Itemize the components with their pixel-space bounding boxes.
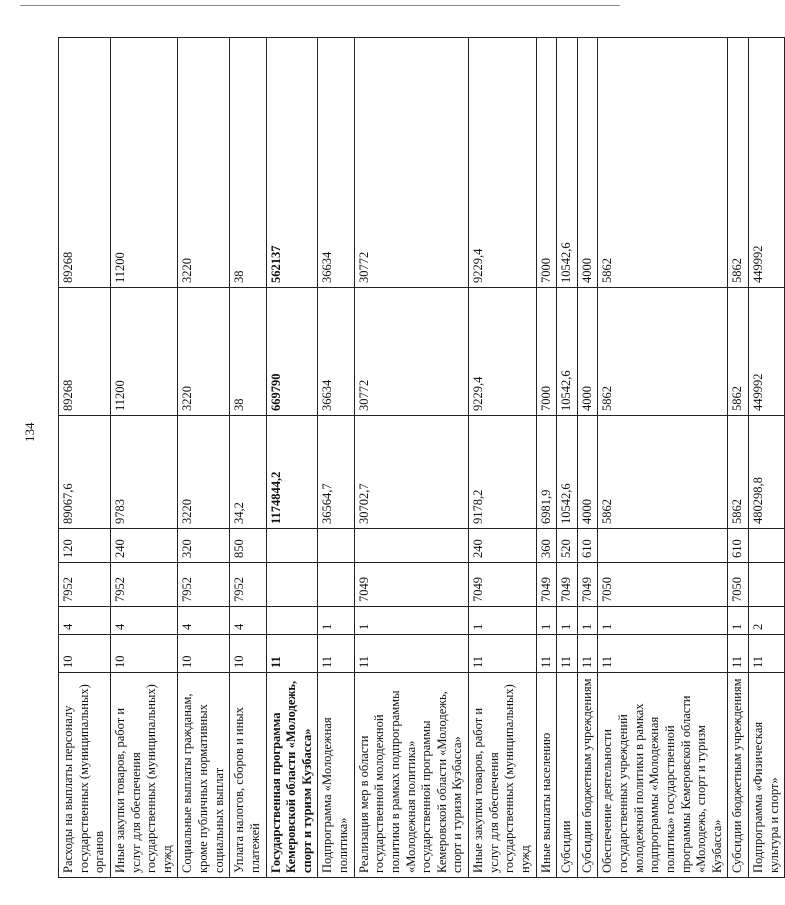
cell-expense-type	[354, 529, 468, 563]
row-name: Иные закупки товаров, работ и услуг для обеспечения государственных (муниципальных) нужд	[110, 673, 178, 878]
cell-amount-3: 449992	[749, 38, 785, 288]
cell-amount-2: 30772	[354, 288, 468, 416]
cell-amount-3: 3220	[178, 38, 230, 288]
cell-section: 11	[749, 635, 785, 673]
row-name: Субсидии бюджетным учреждениям	[577, 673, 598, 878]
row-name: Иные выплаты населению	[536, 673, 557, 878]
cell-amount-2: 5862	[598, 288, 728, 416]
row-name: Социальные выплаты гражданам, кроме публичных нормативных социальных выплат	[178, 673, 230, 878]
cell-amount-2: 10542,6	[557, 288, 578, 416]
cell-subsection: 1	[577, 607, 598, 635]
cell-amount-2: 11200	[110, 288, 178, 416]
cell-amount-1: 10542,6	[557, 416, 578, 529]
cell-amount-1: 9178,2	[469, 416, 537, 529]
cell-expense-type: 120	[59, 529, 111, 563]
cell-amount-1: 1174844,2	[266, 416, 318, 529]
cell-amount-1: 9783	[110, 416, 178, 529]
cell-section: 11	[577, 635, 598, 673]
cell-amount-3: 9229,4	[469, 38, 537, 288]
cell-subsection: 2	[749, 607, 785, 635]
row-name: Подпрограмма «Физическая культура и спорт»	[749, 673, 785, 878]
cell-target: 7952	[178, 563, 230, 607]
table-row	[749, 38, 785, 878]
table-row	[577, 38, 598, 878]
cell-expense-type: 610	[577, 529, 598, 563]
table-row	[354, 38, 468, 878]
cell-expense-type: 610	[728, 529, 749, 563]
cell-target	[318, 563, 354, 607]
table-row	[178, 38, 230, 878]
table-row	[557, 38, 578, 878]
cell-subsection: 4	[230, 607, 266, 635]
table-row	[110, 38, 178, 878]
cell-target: 7050	[598, 563, 728, 607]
cell-expense-type	[266, 529, 318, 563]
cell-section: 11	[469, 635, 537, 673]
cell-amount-3: 4000	[577, 38, 598, 288]
cell-amount-1: 5862	[728, 416, 749, 529]
cell-amount-3: 38	[230, 38, 266, 288]
table-row	[318, 38, 354, 878]
top-rule	[20, 5, 620, 6]
table-row	[469, 38, 537, 878]
cell-amount-2: 449992	[749, 288, 785, 416]
cell-subsection: 1	[557, 607, 578, 635]
table-row	[230, 38, 266, 878]
cell-section: 11	[598, 635, 728, 673]
cell-target: 7049	[536, 563, 557, 607]
cell-amount-2: 36634	[318, 288, 354, 416]
cell-target: 7952	[230, 563, 266, 607]
cell-target: 7049	[354, 563, 468, 607]
cell-expense-type: 240	[110, 529, 178, 563]
cell-expense-type: 850	[230, 529, 266, 563]
cell-expense-type	[598, 529, 728, 563]
table-row	[536, 38, 557, 878]
row-name: Обеспечение деятельности государственных учреждений молодежной политики в рамках подпрограммы «Молодежная политика» государственной программы Кемеровской области «Молодежь, спорт и туризм Кузбасса»	[598, 673, 728, 878]
cell-amount-1: 34,2	[230, 416, 266, 529]
cell-amount-1: 3220	[178, 416, 230, 529]
table-row	[59, 38, 111, 878]
cell-section: 10	[230, 635, 266, 673]
row-name: Реализация мер в области государственной молодежной политики в рамках подпрограммы «Молодежная политика» государственной программы Кемеровской области «Молодежь, спорт и туризм Кузбасса»	[354, 673, 468, 878]
row-name: Иные закупки товаров, работ и услуг для обеспечения государственных (муниципальных) нужд	[469, 673, 537, 878]
cell-amount-1: 6981,9	[536, 416, 557, 529]
row-name: Расходы на выплаты персоналу государственных (муниципальных) органов	[59, 673, 111, 878]
cell-section: 11	[728, 635, 749, 673]
cell-subsection: 1	[318, 607, 354, 635]
cell-expense-type: 360	[536, 529, 557, 563]
cell-expense-type	[318, 529, 354, 563]
cell-subsection: 1	[354, 607, 468, 635]
cell-amount-2: 669790	[266, 288, 318, 416]
budget-table-container	[58, 38, 785, 878]
budget-table	[58, 37, 785, 878]
cell-section: 11	[266, 635, 318, 673]
cell-target	[266, 563, 318, 607]
cell-amount-2: 7000	[536, 288, 557, 416]
cell-target: 7049	[557, 563, 578, 607]
cell-section: 11	[354, 635, 468, 673]
row-name: Уплата налогов, сборов и иных платежей	[230, 673, 266, 878]
cell-section: 10	[178, 635, 230, 673]
cell-expense-type: 520	[557, 529, 578, 563]
cell-section: 11	[557, 635, 578, 673]
cell-amount-3: 7000	[536, 38, 557, 288]
table-row	[728, 38, 749, 878]
cell-subsection: 4	[59, 607, 111, 635]
cell-target	[749, 563, 785, 607]
table-row-program	[266, 38, 318, 878]
cell-section: 11	[536, 635, 557, 673]
cell-amount-2: 9229,4	[469, 288, 537, 416]
cell-amount-3: 10542,6	[557, 38, 578, 288]
cell-subsection: 4	[110, 607, 178, 635]
cell-expense-type: 320	[178, 529, 230, 563]
cell-amount-1: 5862	[598, 416, 728, 529]
cell-subsection: 1	[598, 607, 728, 635]
page-number: 134	[22, 422, 37, 442]
cell-amount-1: 480298,8	[749, 416, 785, 529]
cell-amount-1: 89067,6	[59, 416, 111, 529]
cell-subsection: 1	[469, 607, 537, 635]
cell-section: 10	[110, 635, 178, 673]
cell-amount-3: 5862	[598, 38, 728, 288]
cell-expense-type	[749, 529, 785, 563]
cell-subsection: 1	[728, 607, 749, 635]
cell-amount-3: 562137	[266, 38, 318, 288]
row-name: Государственная программа Кемеровской области «Молодежь, спорт и туризм Кузбасса»	[266, 673, 318, 878]
cell-subsection	[266, 607, 318, 635]
cell-amount-3: 36634	[318, 38, 354, 288]
cell-amount-3: 89268	[59, 38, 111, 288]
cell-amount-1: 4000	[577, 416, 598, 529]
cell-amount-2: 5862	[728, 288, 749, 416]
cell-target: 7049	[469, 563, 537, 607]
cell-expense-type: 240	[469, 529, 537, 563]
cell-amount-3: 11200	[110, 38, 178, 288]
cell-target: 7952	[110, 563, 178, 607]
cell-amount-3: 30772	[354, 38, 468, 288]
cell-section: 10	[59, 635, 111, 673]
cell-subsection: 4	[178, 607, 230, 635]
table-row	[598, 38, 728, 878]
cell-amount-2: 3220	[178, 288, 230, 416]
cell-amount-3: 5862	[728, 38, 749, 288]
row-name: Субсидии	[557, 673, 578, 878]
cell-subsection: 1	[536, 607, 557, 635]
cell-amount-2: 89268	[59, 288, 111, 416]
cell-amount-1: 30702,7	[354, 416, 468, 529]
cell-amount-1: 36564,7	[318, 416, 354, 529]
cell-target: 7952	[59, 563, 111, 607]
row-name: Подпрограмма «Молодежная политика»	[318, 673, 354, 878]
cell-target: 7049	[577, 563, 598, 607]
row-name: Субсидии бюджетным учреждениям	[728, 673, 749, 878]
cell-target: 7050	[728, 563, 749, 607]
cell-amount-2: 38	[230, 288, 266, 416]
cell-amount-2: 4000	[577, 288, 598, 416]
cell-section: 11	[318, 635, 354, 673]
